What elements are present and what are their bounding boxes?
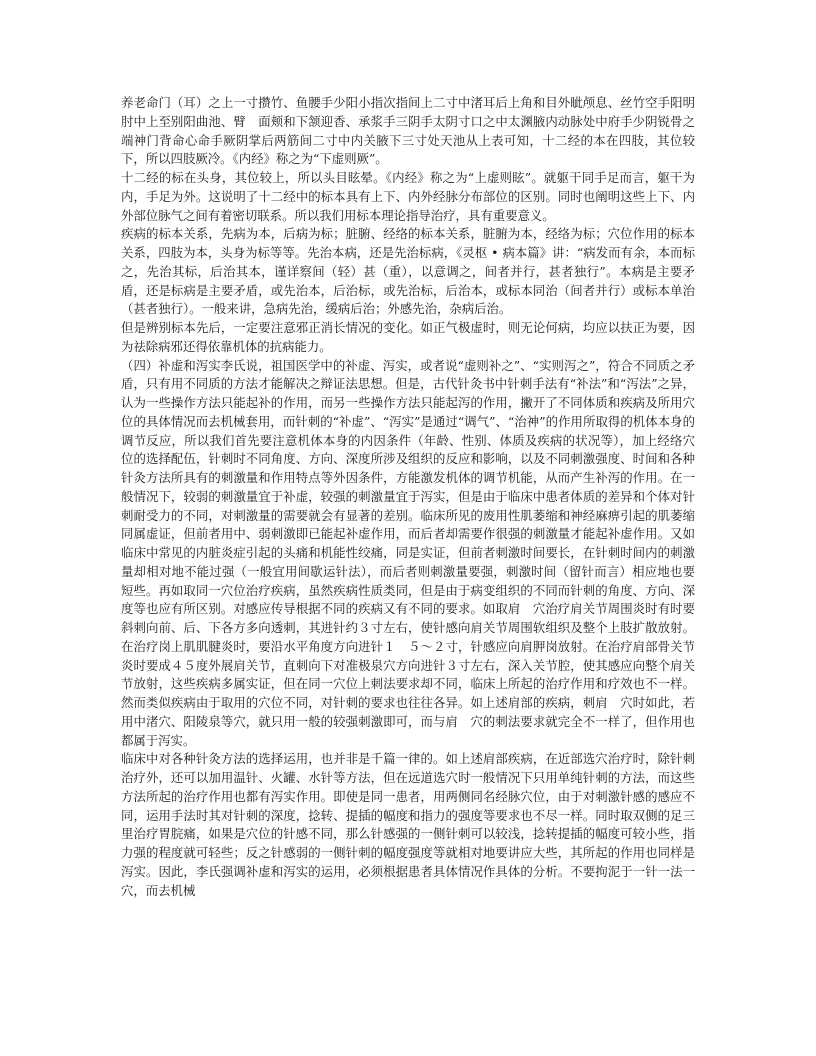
paragraph-root-branch-relation: 疾病的标本关系，先病为本，后病为标；脏腑、经络的标本关系，脏腑为本，经络为标；穴位作用的标本关系，四肢为本，头身为标等等。先治本病，还是先治标病，《灵枢 • 病本篇》讲：“病发而有余，本而标之，先治其标，后治其本，谨详察间（轻）甚（重），以意调之，间者并行，甚者独行”。本病是主要矛盾，还是标病是主要矛盾，或先治本，后治标，或先治标，后治本，或标本同治（间者并行）或标本单治（甚者独行）。一般来讲，急病先治，缓病后治；外感先治，杂病后治。 (121, 226, 695, 317)
paragraph-twelve-meridians-branch: 十二经的标在头身，其位较上，所以头目眩晕。《内经》称之为“上虚则眩”。就躯干同手足而言，躯干为内，手足为外。这说明了十二经中的标本具有上下、内外经脉分布部位的区别。同时也阐明这些上下、内外部位脉气之间有着密切联系。所以我们用标本理论指导治疗，具有重要意义。 (121, 170, 695, 223)
paragraph-strengthen-vital-qi: 但是辨别标本先后，一定要注意邪正消长情况的变化。如正气极虚时，则无论何病，均应以扶正为要，因为祛除病邪还得依靠机体的抗病能力。 (121, 320, 695, 354)
paragraph-method-selection: 临床中对各种针灸方法的选择运用，也并非是千篇一律的。如上述肩部疾病，在近部选穴治疗时，除针刺治疗外，还可以加用温针、火罐、水针等方法，但在远道选穴时一般情况下只用单纯针刺的方法，而这些方法所起的治疗作用也都有泻实作用。即使是同一患者，用两侧同名经脉穴位，由于对刺激针感的感应不同，运用手法时其对针刺的深度，捻转、提插的幅度和指力的强度等要求也不尽一样。同时取双侧的足三里治疗胃脘痛，如果是穴位的针感不同，那么针感强的一侧针刺可以较浅，捻转提插的幅度可较小些，指力强的程度就可轻些；反之针感弱的一侧针刺的幅度强度等就相对地要讲应大些，其所起的作用也同样是泻实。因此，李氏强调补虚和泻实的运用，必须根据患者具体情况作具体的分析。不要拘泥于一针一法一穴，而去机械 (121, 751, 695, 898)
paragraph-tonify-deficiency-reduce-excess: （四）补虚和泻实李氏说，祖国医学中的补虚、泻实，或者说“虚则补之”、“实则泻之”，符合不同质之矛盾，只有用不同质的方法才能解决之辩证法思想。但是，古代针灸书中针刺手法有“补法”和“泻法”之异，认为一些操作方法只能起补的作用，而另一些操作方法只能起泻的作用，撇开了不同体质和疾病及所用穴位的具体情况而去机械套用，而针刺的“补虚”、“泻实”是通过“调气”、“治神”的作用所取得的机体本身的调节反应，所以我们首先要注意机体本身的内因条件（年龄、性别、体质及疾病的状况等），加上经络穴位的选择配伍，针刺时不同角度、方向、深度所涉及组织的反应和影响，以及不同刺激强度、时间和各种针灸方法所具有的刺激量和作用特点等外因条件，方能激发机体的调节机能，从而产生补泻的作用。在一般情况下，较弱的刺激量宜于补虚，较强的刺激量宜于泻实，但是由于临床中患者体质的差异和个体对针刺耐受力的不同，对刺激量的需要就会有显著的差别。临床所见的废用性肌萎缩和神经麻痹引起的肌萎缩同属虚证，但前者用中、弱刺激即已能起补虚作用，而后者却需要作很强的刺激量才能起补虚作用。又如临床中常见的内脏炎症引起的头痛和机能性绞痛，同是实证，但前者刺激时间要长，在针刺时间内的刺激量却相对地不能过强（一般宜用间歇运针法），而后者则刺激量要强，刺激时间（留针而言）相应地也要短些。再如取同一穴位治疗疾病，虽然疾病性质类同，但是由于病变组织的不同而针刺的角度、方向、深度等也应有所区别。对感应传导根据不同的疾病又有不同的要求。如取肩 穴治疗肩关节周围炎时有时要斜刺向前、后、下各方多向透刺，其进针约３寸左右，使针感向肩关节周围软组织及整个上肢扩散放射。在治疗岗上肌肌腱炎时，要沿水平角度方向进针１ ５～２寸，针感应向肩胛岗放射。在治疗肩部骨关节炎时要成４５度外展肩关节，直刺向下对准极泉穴方向进针３寸左右，深入关节腔，使其感应向整个肩关节放射，这些疾病多属实证，但在同一穴位上刺法要求却不同，临床上所起的治疗作用和疗效也不一样。然而类似疾病由于取用的穴位不同，对针刺的要求也往往各异。如上述肩部的疾病，刺肩 穴时如此，若用中渚穴、阳陵泉等穴，就只用一般的较强刺激即可，而与肩 穴的刺法要求就完全不一样了，但作用也都属于泻实。 (121, 357, 695, 748)
paragraph-acupoint-table: 养老命门（耳）之上一寸攒竹、鱼腰手少阳小指次指间上二寸中渚耳后上角和目外眦颅息、丝竹空手阳明肘中上至别阳曲池、臂 面颊和下颔迎香、承浆手三阴手太阴寸口之中太渊腋内动脉处中府手少阴锐骨之端神门背命心命手厥阴掌后两筋间二寸中内关腋下三寸处天池从上表可知，十二经的本在四肢，其位较下，所以四肢厥冷。《内经》称之为“下虚则厥”。 (121, 95, 695, 167)
document-page (121, 94, 695, 900)
